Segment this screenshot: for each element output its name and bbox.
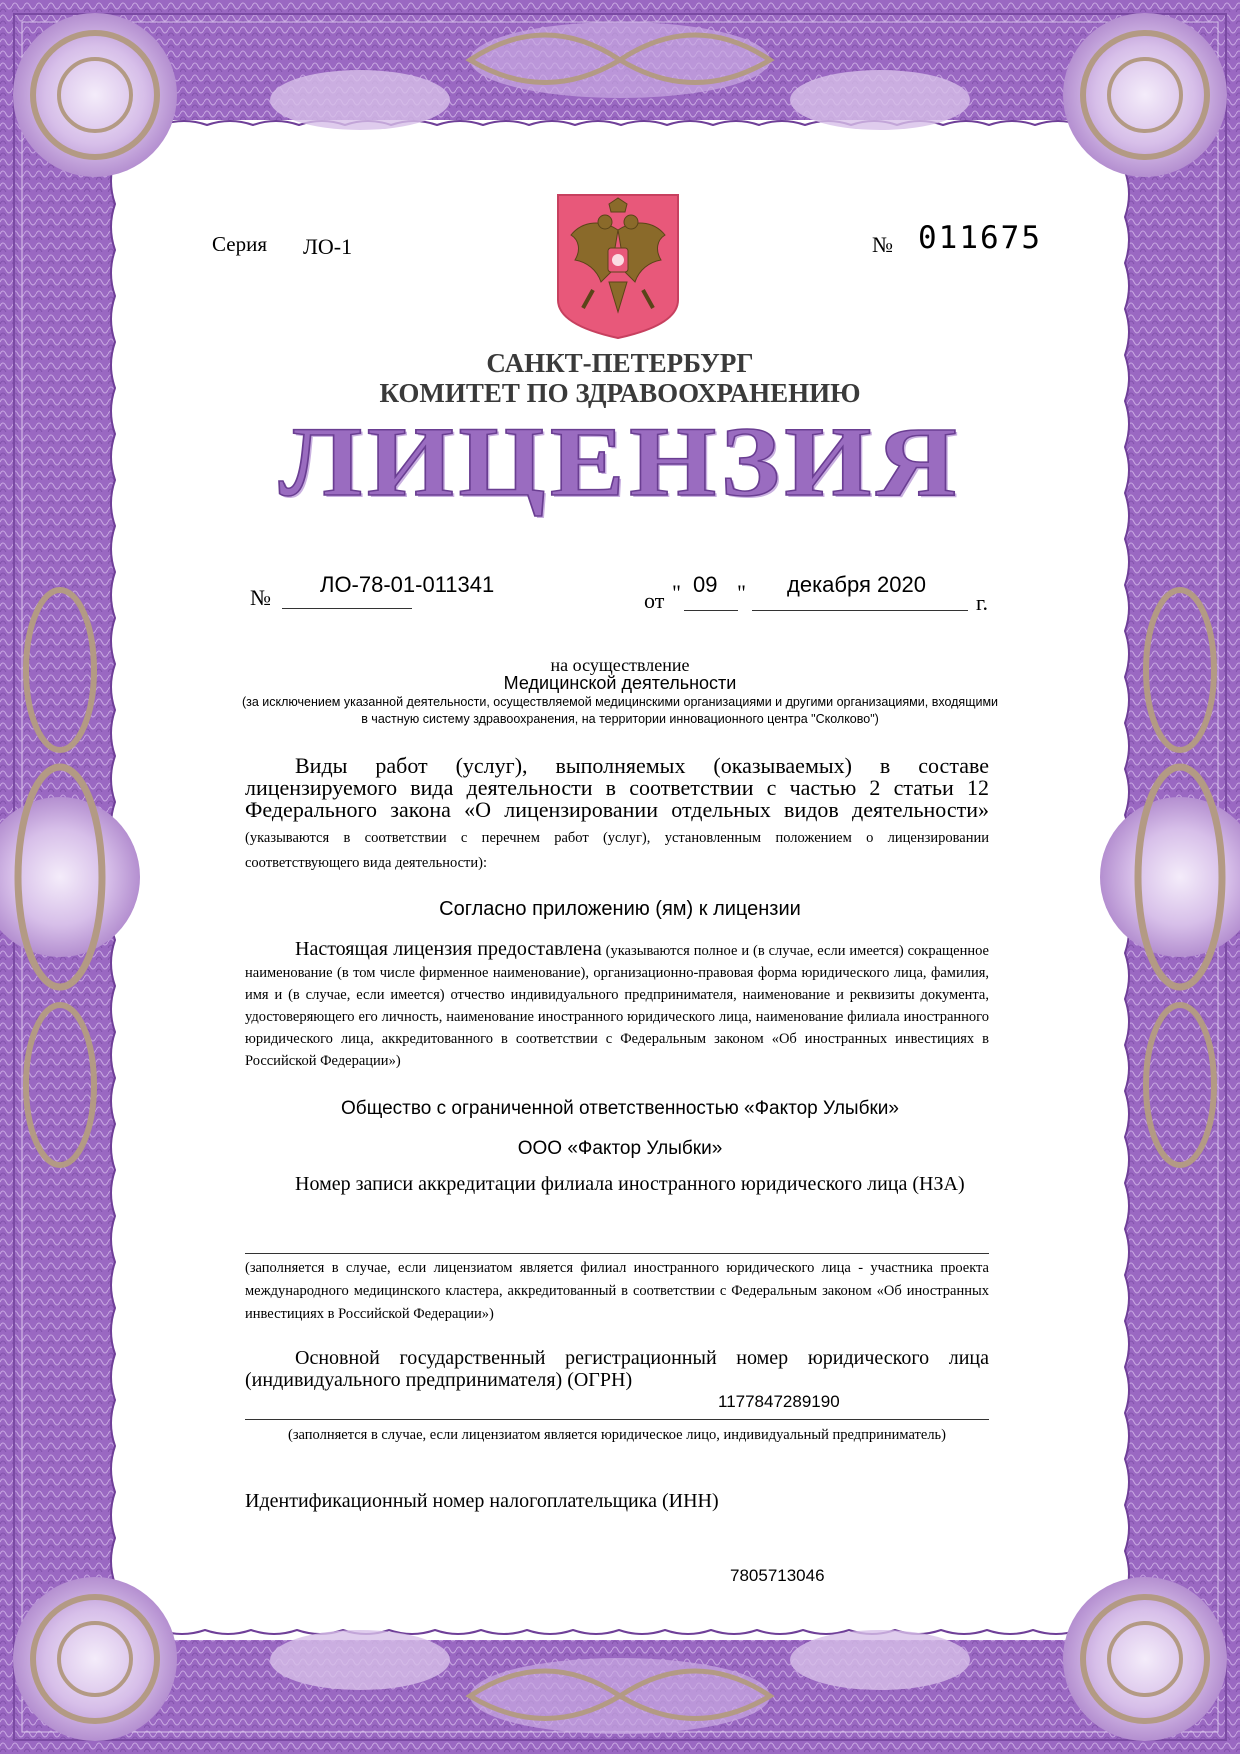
corner-rosette-bottom-left [13,1577,177,1741]
works-description [245,755,989,874]
nza-label: Номер записи аккредитации филиала иностранного юридического лица (НЗА) [295,1173,965,1195]
date-from-label: от [644,588,665,613]
header-committee: КОМИТЕТ ПО ЗДРАВООХРАНЕНИЮ [379,378,861,408]
ogrn-label: Основной государственный регистрационный номер юридического лица (индивидуального предпринимателя) (ОГРН) [245,1347,989,1391]
licensee-text-small: (указываются полное и (в случае, если имеется) сокращенное наименование (в том числе фирменное наименование), организационно-правовая форма юридического лица, фамилия, имя и (в случае, если имеется) отчество индивидуального предпринимателя, наименование и реквизиты документа, удостоверяющего его личность, наименование иностранного юридического лица, наименование филиала иностранного юридического лица, аккредитованного в соответствии с Федеральным законом «Об иностранных инвестициях в Российской Федерации») [245,943,989,1069]
blank-number-sign: № [872,232,893,257]
header-city: САНКТ-ПЕТЕРБУРГ [486,348,754,378]
works-text-small: (указываются в соответствии с перечнем работ (услуг), установленным положением о лицензировании соответствующего вида деятельности): [245,830,989,871]
corner-rosette-top-left [13,13,177,177]
works-value: Согласно приложению (ям) к лицензии [439,898,801,920]
activity-note-line2: в частную систему здравоохранения, на территории инновационного центра "Сколково") [361,712,879,726]
inn-label: Идентификационный номер налогоплательщика (ИНН) [245,1490,719,1512]
coat-of-arms-icon [553,190,683,340]
corner-rosette-top-right [1063,13,1227,177]
nza-note: (заполняется в случае, если лицензиатом является филиал иностранного юридического лица - участника проекта международного медицинского кластера, аккредитованный в соответствии с Федеральным законом «Об иностранных инвестициях в Российской Федерации») [245,1260,989,1322]
activity-intro: на осуществление [550,655,690,675]
licensee-short-name: ООО «Фактор Улыбки» [517,1138,723,1159]
license-day: 09 [693,572,718,597]
licensee-full-name: Общество с ограниченной ответственностью «Фактор Улыбки» [341,1098,899,1119]
works-text-large: Виды работ (услуг), выполняемых (оказываемых) в составе лицензируемого вида деятельности в соответствии с частью 2 статьи 12 Федерального закона «О лицензировании отдельных видов деятельности» [245,753,989,822]
licensee-description [245,938,989,1072]
ogrn-value: 1177847289190 [718,1392,840,1411]
licensee-text-large: Настоящая лицензия предоставлена [295,938,602,960]
license-month-year: декабря 2020 [787,572,926,597]
series-value: ЛО-1 [303,234,353,259]
series-label: Серия [212,232,267,256]
date-year-suffix: г. [976,590,989,615]
corner-rosette-bottom-right [1063,1577,1227,1741]
ogrn-note: (заполняется в случае, если лицензиатом является юридическое лицо, индивидуальный предприниматель) [287,1427,946,1443]
license-number: ЛО-78-01-011341 [320,572,495,597]
license-title: ЛИЦЕНЗИЯ [278,406,962,517]
activity-name: Медицинской деятельности [503,673,737,693]
activity-note-line1: (за исключением указанной деятельности, осуществляемой медицинскими организациями и другими организациями, входящими [241,695,999,709]
date-quote-close: " [737,580,746,605]
license-number-sign: № [250,585,271,610]
blank-number-value: 011675 [918,220,1042,256]
inn-value: 7805713046 [730,1566,825,1585]
date-quote-open: " [672,580,681,605]
